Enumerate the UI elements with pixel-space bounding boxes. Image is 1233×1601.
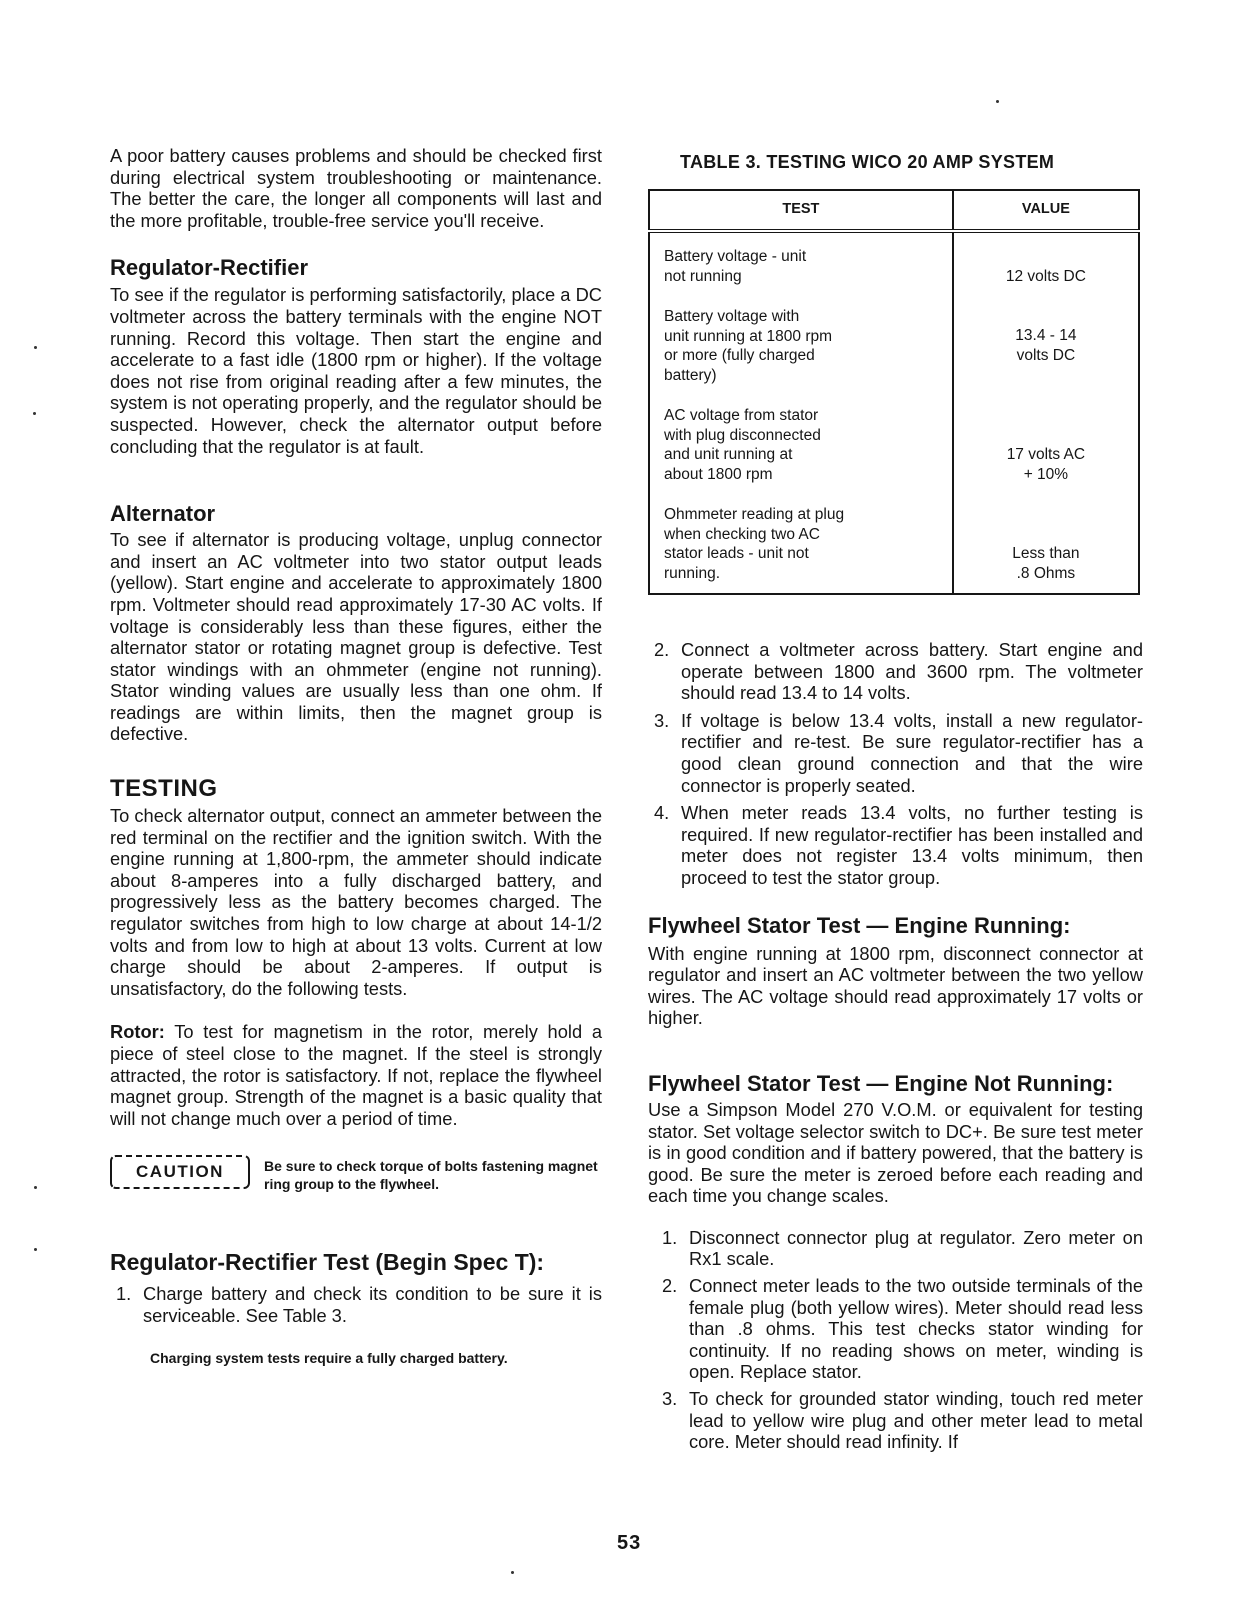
scan-speck [34, 1186, 37, 1189]
regulator-rectifier-heading: Regulator-Rectifier [110, 255, 309, 281]
table-cell-test: AC voltage from stator with plug disconnected and unit running at about 1800 rpm [664, 407, 821, 483]
table-cell-test: Battery voltage with unit running at 1800 rpm or more (fully charged battery) [664, 308, 833, 384]
caution-notice [110, 1155, 602, 1193]
test-step-4: 4. When meter reads 13.4 volts, no further testing is required. If new regulator-rectifier has been installed and meter does not register 13.4 volts minimum, then proceed to test the stator group. [654, 802, 1143, 888]
charging-notice: Charging system tests require a fully charged battery. [150, 1349, 508, 1366]
test-steps-list [648, 639, 1143, 889]
stator-steps-list [648, 1227, 1143, 1453]
table-row [649, 231, 1139, 306]
table-row [649, 405, 1139, 504]
caution-badge: CAUTION [110, 1155, 250, 1189]
spec-table [648, 189, 1140, 595]
engine-not-running-text: Use a Simpson Model 270 V.O.M. or equivalent for testing stator. Set voltage selector switch to DC+. Be sure test meter is in good condition and if battery powered, that the battery is good. Be sure the meter is zeroed before each reading and each time you change scales. [648, 1098, 1143, 1207]
spec-test-list [110, 1283, 602, 1326]
table-cell-value: 13.4 - 14 volts DC [953, 306, 1139, 405]
table-header-row [649, 190, 1139, 231]
testing-text: To check alternator output, connect an ammeter between the red terminal on the rectifier and the ignition switch. With the engine running at 1,800-rpm, the ammeter should indicate about 8-amperes into a fully discharged battery, and progressively less as the battery becomes charged. The regulator switches from high to low charge at about 14-1/2 volts and from low to high at about 13 volts. Current at low charge should be about 2-amperes. If output is unsatisfactory, do the following tests. [110, 805, 602, 999]
test-step-2: 2. Connect a voltmeter across battery. Start engine and operate between 1800 and 3600 rpm. The voltmeter should read 13.4 to 14 volts. [654, 639, 1143, 704]
table-cell-value: 17 volts AC + 10% [953, 405, 1139, 504]
table-cell-test: Ohmmeter reading at plug when checking two AC stator leads - unit not running. [664, 506, 845, 582]
page-number: 53 [617, 1532, 642, 1554]
table-title: TABLE 3. TESTING WICO 20 AMP SYSTEM [680, 152, 1055, 172]
stator-step-2: 2. Connect meter leads to the two outside terminals of the female plug (both yellow wires). Meter should read less than .8 ohms. This test checks stator winding for continuity. If no reading shows on meter, winding is open. Replace stator. [662, 1275, 1143, 1383]
rotor-label: Rotor: [110, 1021, 165, 1043]
engine-not-running-heading: Flywheel Stator Test — Engine Not Running: [648, 1070, 1114, 1096]
testing-heading: TESTING [110, 775, 218, 803]
scan-speck [34, 1248, 37, 1251]
scan-speck [34, 346, 37, 349]
table-cell-value: Less than .8 Ohms [953, 504, 1139, 594]
table-row [649, 504, 1139, 594]
alternator-text: To see if alternator is producing voltage, unplug connector and insert an AC voltmeter into two stator output leads (yellow). Start engine and accelerate to approximately 1800 rpm. Voltmeter should read approximately 17-30 AC volts. If voltage is considerably less than these figures, either the alternator stator or rotating magnet group is defective. Test stator windings with an ohmmeter (engine not running). Stator winding values are usually less than one ohm. If readings are within limits, then the magnet group is defective. [110, 529, 602, 745]
scan-speck [511, 1571, 514, 1574]
regulator-rectifier-text: To see if the regulator is performing satisfactorily, place a DC voltmeter across the battery terminals with the engine NOT running. Record this voltage. Then start the engine and accelerate to a fast idle (1800 rpm or higher). If the voltage does not rise from original reading after a few minutes, the system is not operating properly, and the regulator should be suspected. However, check the alternator output before concluding that the regulator is at fault. [110, 284, 602, 457]
spec-test-step-1: 1. Charge battery and check its condition to be sure it is serviceable. See Table 3. [116, 1283, 602, 1326]
table-cell-value: 12 volts DC [953, 231, 1139, 306]
table-row [649, 306, 1139, 405]
test-step-3: 3. If voltage is below 13.4 volts, install a new regulator-rectifier and re-test. Be sure regulator-rectifier has a good clean ground connection and that the wire connector is properly seated. [654, 709, 1143, 796]
engine-running-heading: Flywheel Stator Test — Engine Running: [648, 912, 1071, 938]
scan-speck [996, 100, 999, 103]
right-column [648, 140, 1143, 1453]
intro-paragraph: A poor battery causes problems and should be checked first during electrical system troubleshooting or maintenance. The better the care, the longer all components will last and the more profitable, trouble-free service you'll receive. [110, 145, 602, 231]
alternator-heading: Alternator [110, 501, 216, 527]
rotor-text: To test for magnetism in the rotor, merely hold a piece of steel close to the magnet. If the steel is strongly attracted, the rotor is satisfactory. If not, replace the flywheel magnet group. Strength of the magnet is a basic quality that will not change much over a period of time. [110, 1021, 602, 1129]
rotor-paragraph [110, 1021, 602, 1129]
stator-step-3: 3. To check for grounded stator winding, touch red meter lead to yellow wire plug and other meter lead to metal core. Meter should read infinity. If [662, 1388, 1143, 1453]
table-header-value: VALUE [953, 190, 1139, 231]
table-header-test: TEST [649, 190, 953, 231]
engine-running-text: With engine running at 1800 rpm, disconnect connector at regulator and insert an AC voltmeter between the two yellow wires. The AC voltage should read approximately 17 volts or higher. [648, 942, 1143, 1029]
stator-step-1: 1. Disconnect connector plug at regulator. Zero meter on Rx1 scale. [662, 1226, 1143, 1270]
caution-text: Be sure to check torque of bolts fastening magnet ring group to the flywheel. [264, 1158, 598, 1192]
spec-test-heading: Regulator-Rectifier Test (Begin Spec T): [110, 1249, 545, 1276]
scan-speck [33, 412, 36, 415]
table-cell-test: Battery voltage - unit not running [664, 248, 807, 285]
left-column [110, 140, 602, 1367]
